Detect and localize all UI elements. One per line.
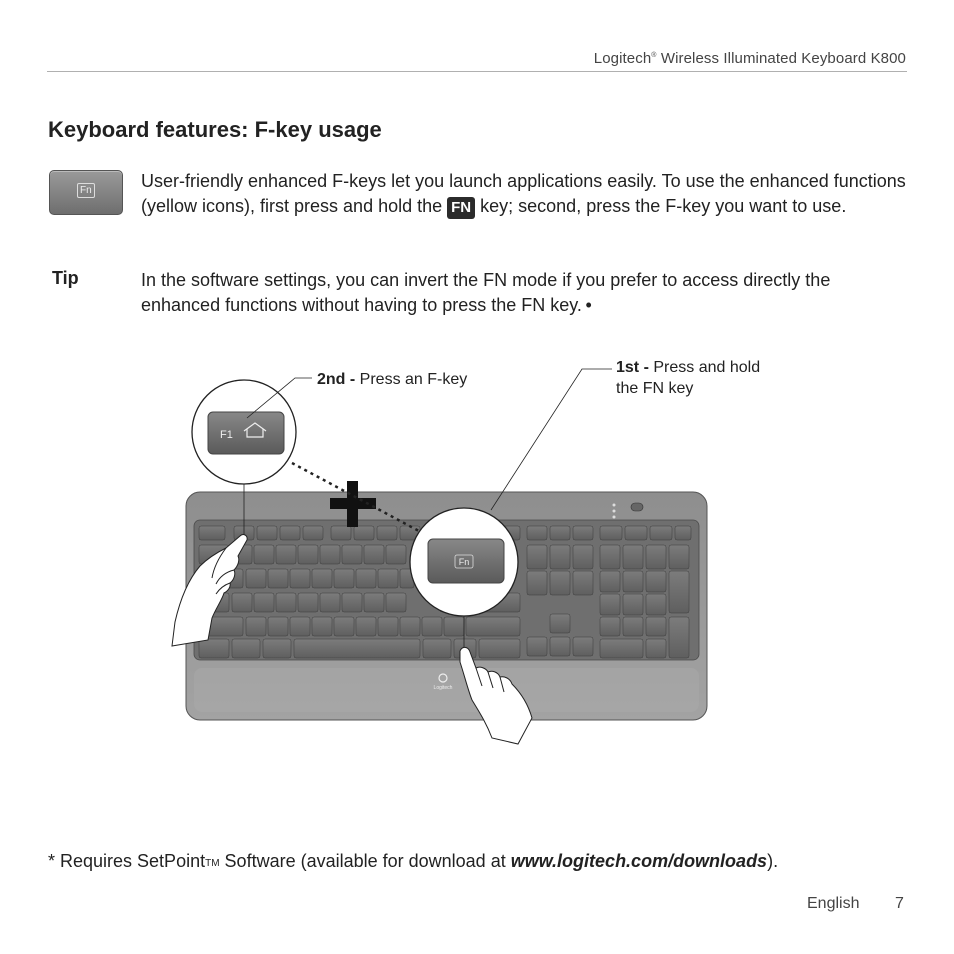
fn-inline-badge: FN xyxy=(447,197,475,219)
first-step-number: 1st - xyxy=(616,359,649,376)
download-link[interactable]: www.logitech.com/downloads xyxy=(510,851,768,871)
header-brand-mark: ® xyxy=(651,52,657,59)
footnote-middle: Software (available for download at xyxy=(219,851,511,871)
second-step-number: 2nd - xyxy=(317,371,356,388)
fn-key-label: Fn xyxy=(77,183,95,198)
zoom-fn-label: Fn xyxy=(458,557,470,567)
first-step-leader xyxy=(491,369,612,510)
first-step-text: Press and hold xyxy=(648,359,761,376)
first-step-text-line2: the FN key xyxy=(616,380,694,397)
f1-zoom-callout xyxy=(192,380,296,484)
footnote-tm: TM xyxy=(205,858,220,869)
tip-text: In the software settings, you can invert the FN mode if you prefer to access directly the enhanced functions without having to press the FN key. • xyxy=(141,270,831,315)
footnote-suffix: ). xyxy=(767,851,779,871)
header-product: Wireless Illuminated Keyboard K800 xyxy=(660,50,906,67)
second-step-text: Press an F-key xyxy=(355,371,468,388)
page-number: 7 xyxy=(895,895,904,912)
footer-language: English xyxy=(807,895,860,912)
logo-text: Logitech xyxy=(433,685,453,691)
intro-text-2: key; second, press the F-key you want to use. xyxy=(475,195,847,216)
first-step-callout xyxy=(616,357,760,399)
header-brand: Logitech xyxy=(593,50,652,67)
page-title: Keyboard features: F-key usage xyxy=(48,117,382,142)
tip-label: Tip xyxy=(52,268,79,288)
footnote-prefix: * Requires SetPoint xyxy=(48,851,206,871)
intro-text-1: User-friendly enhanced F-keys let you launch applications easily. To use the enhanced functions (yellow icons), first press and hold the xyxy=(141,171,906,216)
f1-key-label: F1 xyxy=(220,429,233,441)
second-step-callout xyxy=(317,369,467,390)
fn-zoom-callout xyxy=(410,508,518,616)
footnote xyxy=(48,851,778,872)
